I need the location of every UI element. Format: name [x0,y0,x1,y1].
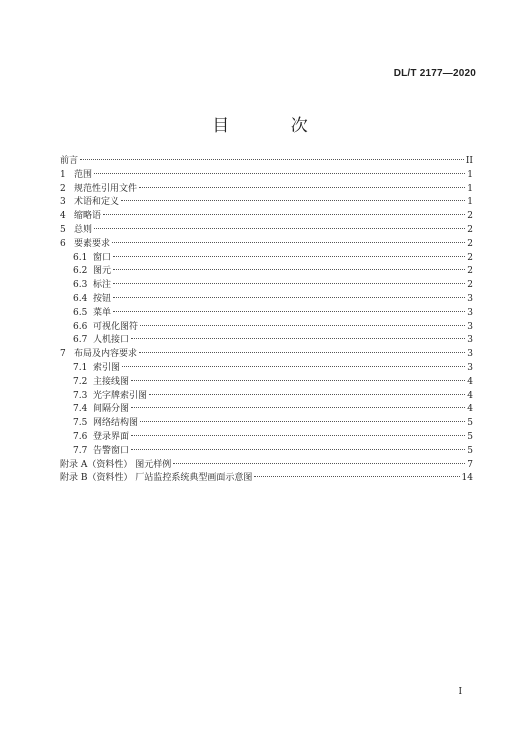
toc-entry-page: 7 [467,459,473,470]
dot-leader [131,407,465,408]
toc-entry[interactable] [60,431,473,445]
toc-entry-number: 7.2 [73,376,88,387]
toc-entry-page: 3 [467,293,473,304]
toc-entry-number: 6.3 [73,280,88,291]
toc-entry[interactable] [60,183,473,197]
toc-entry-page: 5 [467,418,473,429]
toc-entry-label: 人机接口 [93,335,130,346]
toc-entry[interactable] [60,321,473,335]
toc-entry-number: 6 [60,238,66,249]
toc-entry-number: 7.3 [73,390,88,401]
toc-entry-page: 2 [467,266,473,277]
dot-leader [131,435,465,436]
toc-entry[interactable] [60,224,473,238]
toc-entry-page: 2 [467,211,473,222]
toc-entry[interactable] [60,334,473,348]
document-code: DL/T 2177—2020 [393,68,476,79]
page-number: I [458,687,462,697]
toc-entry[interactable] [60,252,473,266]
toc-entry-number: 6.4 [73,293,88,304]
dot-leader [113,311,465,312]
toc-entry[interactable] [60,210,473,224]
toc-entry-label: 规范性引用文件 [74,183,138,194]
toc-entry[interactable] [60,279,473,293]
toc-entry[interactable] [60,376,473,390]
toc-entry[interactable] [60,390,473,404]
toc-entry[interactable] [60,362,473,376]
dot-leader [140,421,465,422]
toc-entry-label: 术语和定义 [74,197,120,208]
toc-entry-number: 6.2 [73,266,88,277]
toc-entry-number: 7.1 [73,362,88,373]
toc-entry-number: 7.4 [73,404,88,415]
toc-entry-page: 5 [467,431,473,442]
toc-entry[interactable] [60,417,473,431]
toc-entry-label: 附录 A（资料性） 图元样例 [60,459,172,470]
toc-entry-page: 3 [467,362,473,373]
toc-entry-label: 可视化图符 [93,321,139,332]
toc-entry-label: 索引图 [93,362,121,373]
toc-entry-label: 总则 [74,224,93,235]
dot-leader [173,463,465,464]
dot-leader [94,173,465,174]
toc-entry-number: 1 [60,169,66,180]
toc-entry-number: 6.1 [73,252,88,263]
toc-entry[interactable] [60,238,473,252]
dot-leader [131,380,465,381]
toc-entry-label: 范围 [74,169,93,180]
toc-entry-label: 要素要求 [74,238,111,249]
toc-entry[interactable] [60,348,473,362]
toc-entry-page: 1 [467,197,473,208]
toc-entry-page: 3 [467,335,473,346]
toc-entry-label: 主接线图 [93,376,130,387]
toc-entry[interactable] [60,155,473,169]
dot-leader [94,228,465,229]
toc-entry-label: 光字牌索引图 [93,390,148,401]
toc-entry[interactable] [60,265,473,279]
dot-leader [80,159,464,160]
toc-entry[interactable] [60,293,473,307]
toc-entry-page: 2 [467,224,473,235]
toc-entry-page: 5 [467,445,473,456]
toc-entry-label: 图元 [93,266,112,277]
dot-leader [113,256,465,257]
dot-leader [103,214,465,215]
toc-entry-label: 菜单 [93,307,112,318]
toc-entry-number: 3 [60,197,66,208]
toc-entry-label: 前言 [60,156,79,166]
toc-entry-label: 标注 [93,280,112,291]
toc-entry-page: 2 [467,252,473,263]
dot-leader [131,449,465,450]
toc-entry-page: 4 [467,376,473,387]
dot-leader [139,352,465,353]
toc-entry-page: 1 [467,183,473,194]
dot-leader [140,325,465,326]
toc-entry-label: 按钮 [93,293,112,304]
dot-leader [139,187,465,188]
toc-entry-number: 4 [60,211,66,222]
toc-entry-number: 6.7 [73,335,88,346]
toc-entry-label: 附录 B（资料性） 厂站监控系统典型画面示意图 [60,473,253,484]
toc-entry[interactable] [60,196,473,210]
toc-entry-number: 2 [60,183,66,194]
dot-leader [113,269,465,270]
dot-leader [254,476,459,477]
toc-entry-page: 3 [467,321,473,332]
toc-entry-number: 7.6 [73,431,88,442]
toc-entry-page: II [465,156,473,166]
toc-entry-page: 2 [467,280,473,291]
toc-entry-number: 7.7 [73,445,88,456]
dot-leader [122,366,465,367]
toc-entry[interactable] [60,403,473,417]
toc-entry-page: 3 [467,349,473,360]
toc-entry[interactable] [60,445,473,459]
toc-entry-number: 6.6 [73,321,88,332]
toc-entry-label: 布局及内容要求 [74,349,138,360]
dot-leader [113,297,465,298]
toc-entry-label: 窗口 [93,252,112,263]
toc-entry[interactable] [60,307,473,321]
toc-entry-label: 缩略语 [74,211,102,222]
dot-leader [149,394,465,395]
dot-leader [131,338,465,339]
toc-entry-number: 7.5 [73,418,88,429]
toc-entry-label: 登录界面 [93,431,130,442]
toc-entry-label: 间隔分图 [93,404,130,415]
dot-leader [112,242,465,243]
dot-leader [121,200,465,201]
page-title: 目 次 [212,116,336,136]
toc-entry-page: 1 [467,169,473,180]
dot-leader [113,283,465,284]
table-of-contents [60,155,473,486]
toc-entry-label: 网络结构图 [93,418,139,429]
toc-entry-page: 2 [467,238,473,249]
toc-entry[interactable] [60,169,473,183]
toc-entry-number: 7 [60,349,66,360]
toc-entry-number: 5 [60,224,66,235]
toc-entry-label: 告警窗口 [93,445,130,456]
toc-entry[interactable] [60,459,473,473]
toc-entry-page: 14 [461,473,473,484]
toc-entry-page: 4 [467,404,473,415]
toc-entry-page: 3 [467,307,473,318]
toc-entry[interactable] [60,472,473,486]
toc-entry-page: 4 [467,390,473,401]
toc-entry-number: 6.5 [73,307,88,318]
